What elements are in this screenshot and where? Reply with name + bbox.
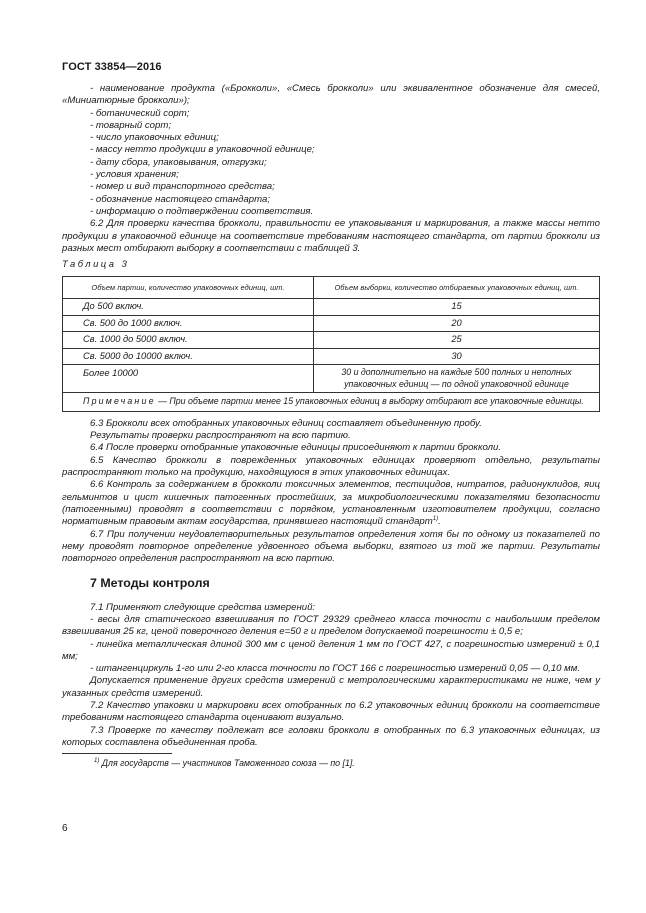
list-item: - ботанический сорт; xyxy=(90,107,190,119)
paragraph-7-2: 7.2 Качество упаковки и маркировки всех отобранных по 6.2 упаковочных единиц брокколи на соответствие требованиям настоящего стандарта оценивают визуально. xyxy=(62,700,600,724)
list-item: - товарный сорт; xyxy=(90,119,172,131)
paragraph-6-3-results: Результаты проверки распространяют на всю партию. xyxy=(90,430,351,442)
list-item-ruler: - линейка металлическая длиной 300 мм с ценой деления 1 мм по ГОСТ 427, с погрешностью измерений ± 0,1 мм; xyxy=(62,638,600,662)
list-item: - номер и вид транспортного средства; xyxy=(90,181,275,193)
list-item: - информацию о подтверждении соответствия. xyxy=(90,205,314,217)
table-header-lot: Объем партии, количество упаковочных единиц, шт. xyxy=(63,277,314,299)
paragraph-7-3: 7.3 Проверке по качеству подлежат все головки брокколи в отобранных по 6.3 упаковочных единицах, из которых составлена объединенная проба. xyxy=(62,724,600,748)
standard-header: ГОСТ 33854—2016 xyxy=(62,61,162,73)
sample-size-table xyxy=(62,276,600,411)
paragraph-6-5: 6.5 Качество брокколи в поврежденных упаковочных единицах проверяют отдельно, результаты распространяют только на продукцию, находящуюся в этих упаковочных единицах. xyxy=(62,454,600,479)
table-note-label: Примечание xyxy=(83,396,156,407)
table-cell-lot: До 500 включ. xyxy=(63,299,314,316)
table-row xyxy=(63,365,600,393)
section-title-7: 7 Методы контроля xyxy=(90,576,210,591)
paragraph-7-1-note: Допускается применение других средств измерений с метрологическими характеристиками не ниже, чем у указанных средств измерений. xyxy=(62,675,600,699)
paragraph-6-6-end: . xyxy=(438,516,441,528)
footnote xyxy=(62,757,600,769)
list-item: - число упаковочных единиц; xyxy=(90,132,219,144)
table-caption: Таблица 3 xyxy=(62,258,130,270)
table-cell-sample: 20 xyxy=(314,315,600,332)
page-content xyxy=(62,83,600,770)
paragraph-6-4: 6.4 После проверки отобранные упаковочные единицы присоединяют к партии брокколи. xyxy=(90,442,502,454)
table-row xyxy=(63,299,600,316)
table-cell-lot: Св. 500 до 1000 включ. xyxy=(63,315,314,332)
list-item: - условия хранения; xyxy=(90,169,179,181)
table-cell-lot: Св. 5000 до 10000 включ. xyxy=(63,348,314,365)
footnote-reference: 1) xyxy=(432,516,439,523)
table-header-sample: Объем выборки, количество отбираемых упаковочных единиц, шт. xyxy=(314,277,600,299)
list-item-caliper: - штангенциркуль 1-го или 2-го класса точности по ГОСТ 166 с погрешностью измерений 0,05 — 0,10 мм. xyxy=(90,663,581,675)
list-item: - дату сбора, упаковывания, отгрузки; xyxy=(90,156,267,168)
list-item: - массу нетто продукции в упаковочной единице; xyxy=(90,144,315,156)
page-number: 6 xyxy=(62,823,68,834)
table-cell-sample: 25 xyxy=(314,332,600,349)
footnote-text: Для государств — участников Таможенного союза — по [1]. xyxy=(99,758,355,769)
table-cell-sample: 30 и дополнительно на каждые 500 полных и неполных упаковочных единиц — по одной упаковочной единице xyxy=(314,365,600,393)
footnote-divider xyxy=(62,753,172,754)
table-cell-sample: 30 xyxy=(314,348,600,365)
table-cell-sample: 15 xyxy=(314,299,600,316)
table-row xyxy=(63,315,600,332)
table-note-text: — При объеме партии менее 15 упаковочных единиц в выборку отбирают все упаковочные единицы. xyxy=(155,396,584,407)
list-item: - обозначение настоящего стандарта; xyxy=(90,193,270,205)
paragraph-6-6 xyxy=(62,479,600,528)
paragraph-7-1: 7.1 Применяют следующие средства измерений: xyxy=(90,601,316,613)
table-cell-lot: Более 10000 xyxy=(63,365,314,393)
paragraph-6-3: 6.3 Брокколи всех отобранных упаковочных единиц составляет объединенную пробу. xyxy=(90,417,482,429)
table-note xyxy=(63,393,600,412)
paragraph-6-7: 6.7 При получении неудовлетворительных результатов определения хотя бы по одному из показателей по нему проводят повторное определение удвоенного объема выборки, взятого из той же партии. Результаты повторного определения распространяют на всю партию. xyxy=(62,528,600,565)
list-intro: - наименование продукта («Брокколи», «Смесь брокколи» или эквивалентное обозначение для смесей, «Миниатюрные брокколи»); xyxy=(62,83,600,107)
table-cell-lot: Св. 1000 до 5000 включ. xyxy=(63,332,314,349)
paragraph-6-2: 6.2 Для проверки качества брокколи, правильности ее упаковывания и маркирования, а также массы нетто продукции в упаковочной единице на соответствие требованиям настоящего стандарта, от партии брокколи из разных мест отбирают выборку в соответствии с таблицей 3. xyxy=(62,218,600,254)
table-row xyxy=(63,348,600,365)
paragraph-6-6-text: 6.6 Контроль за содержанием в брокколи токсичных элементов, пестицидов, нитратов, радионуклидов, яиц гельминтов и цист кишечных патогенных простейших, за микробиологическими показателями безопасности (патогенными) проводят в соответствии с порядком, установленным изготовителем продукции, согласно нормативным правовым актам государства, принявшего настоящий стандарт xyxy=(62,479,600,528)
footnote-mark: 1) xyxy=(94,758,100,765)
table-row xyxy=(63,332,600,349)
list-item-scales: - весы для статического взвешивания по ГОСТ 29329 среднего класса точности с наибольшим пределом взвешивания 25 кг, ценой поверочного деления е=50 г и пределом допускаемой погрешности ± 0,5 е; xyxy=(62,613,600,638)
table-note-row xyxy=(63,393,600,412)
table-header-row xyxy=(63,277,600,299)
